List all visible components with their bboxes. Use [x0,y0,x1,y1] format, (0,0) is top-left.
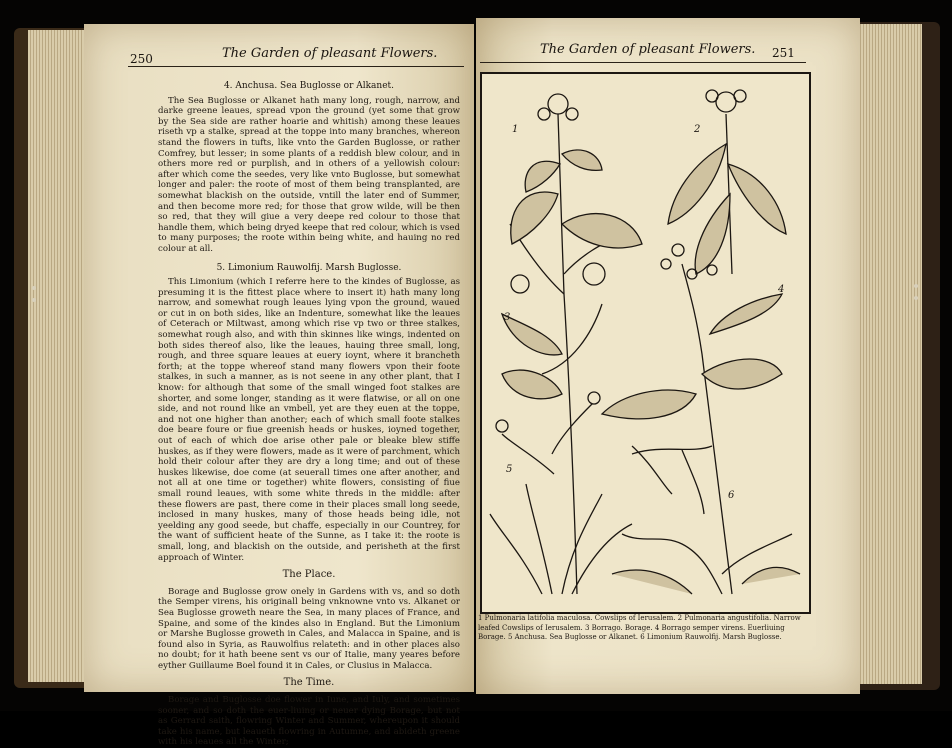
place-heading: The Place. [282,569,336,581]
binding-hole [32,298,36,302]
plant2-stem [726,114,732,274]
left-page-text [158,78,460,748]
fig-number-6: 6 [728,490,735,501]
botanical-illustration [482,74,809,612]
plant4-stem [682,264,732,594]
page-number-right: 251 [772,46,795,60]
fig-number-2: 2 [694,124,701,135]
section5-paragraph: This Limonium (which I referre here to the kindes of Buglosse, as presuming it is the fittest place where to insert it) hath many long narrow, and somewhat rough leaues lying vpon the ground, waued or cut in on both sides, like an Indenture, somewhat like the leaues of Ceterach or Miltwast, among which rise vp two or three stalkes, somewhat rough also, and with thin skinnes like wings, indented on both sides thereof also, like the leaues, hauing three small, long, rough, and three square leaues at euery ioynt, where it brancheth forth; at the toppe whereof stand many flowers vpon their foote stalkes, in such a manner, as is not seene in any other plant, that I know: for although that some of the small winged foot stalkes are shorter, and some longer, standing as it were flatwise, or all on one side, and not round like an vmbell, yet are they euen at the toppe, and not one higher than another; each of which small foote stalkes doe beare foure or fiue greenish heads or huskes, ioyned together, out of each of which doe arise other pale or bleake blew stiffe huskes, as if they were flowers, made as it were of parchment, which hold their colour after they are dry a long time; and out of these huskes likewise, doe come (at seuerall times one after another, and not all at one time or together) white flowers, consisting of fiue small round leaues, with some white threds in the middle: after these flowers are past, there come in their places small long seede, inclosed in many huskes, many of those heads being idle, not yeelding any good seede, but chaffe, especially in our Countrey, for the want of sufficient heate of the Sunne, as I take it: the roote is small, long, and blackish on the outside, and perisheth at the first approach of Winter. [158,277,460,563]
binding-hole [32,286,36,290]
plate-caption: 1 Pulmonaria latifolia maculosa. Cowslips of Ierusalem. 2 Pulmonaria angustifolia. Narrow leafed Cowslips of Ierusalem. 3 Borrago. Borage. 4 Borrago semper virens. Euerliuing Borage. 5 Anchusa. Sea Buglosse or Alkanet. 6 Limonium Rauwolfij. Marsh Buglosse. [478,614,801,641]
section4-heading: 4. Anchusa. Sea Buglosse or Alkanet. [223,81,395,91]
fig-number-1: 1 [512,124,519,135]
fig-number-3: 3 [504,312,511,323]
woodcut-plate [480,72,811,614]
binding-hole [914,296,918,300]
header-rule-right [480,62,806,63]
running-title-right: The Garden of pleasant Flowers. [540,42,756,57]
running-title-left: The Garden of pleasant Flowers. [222,46,438,61]
page-edges-left [28,30,86,682]
page-edges-right [858,24,922,684]
page-number-left: 250 [130,52,153,66]
fig-number-4: 4 [778,284,785,295]
header-rule-left [128,66,464,67]
time-heading: The Time. [283,677,335,689]
fig-number-5: 5 [506,464,513,475]
section4-paragraph: The Sea Buglosse or Alkanet hath many long, rough, narrow, and darke greene leaues, spread vpon the ground (yet some that grow by the Sea side are rather hoarie and whitish) among these leaues riseth vp a stalke, spread at the toppe into many branches, whereon stand the flowers in tufts, like vnto the Garden Buglosse, or rather Comfrey, but lesser; in some plants of a reddish blew colour, and in others more red or purplish, and in others of a yellowish colour: after which come the seedes, very like vnto Buglosse, but somewhat longer and paler: the roote of most of them being transplanted, are somewhat blackish on the outside, vntill the later end of Summer, and then become more red; for those that grow wilde, will be then so red, that they will giue a very deepe red colour to those that handle them, which being dryed keepe that red colour, which is vsed to many purposes; the roote within being white, and hauing no red colour at all. [158,95,460,254]
time-paragraph: Borage and Buglosse doe flower in Iune, and Iuly, and sometimes sooner, and so doth the euer-liuing or neuer dying Borage, but not as Gerrard saith, flowring Winter and Summer, whereupon it should take his name, but leaueth flowring in Autumne, and abideth greene with his leaues all the Winter; [158,695,460,748]
section5-heading: 5. Limonium Rauwolfij. Marsh Buglosse. [216,262,402,273]
place-paragraph: Borage and Buglosse grow onely in Gardens with vs, and so doth the Semper virens, his originall being vnknowne vnto vs. Alkanet or Sea Buglosse groweth neare the Sea, in many places of France, and Spaine, and some of the kindes also in England. But the Limonium or Marshe Buglosse groweth in Cales, and Malacca in Spaine, and is found also in Syria, as Rauwolfius relateth: and in other places also no doubt; for it hath beene sent vs our of Italie, many yeares before eyther Guillaume Boel found it in Cales, or Clusius in Malacca. [158,586,460,671]
binding-hole [914,284,918,288]
